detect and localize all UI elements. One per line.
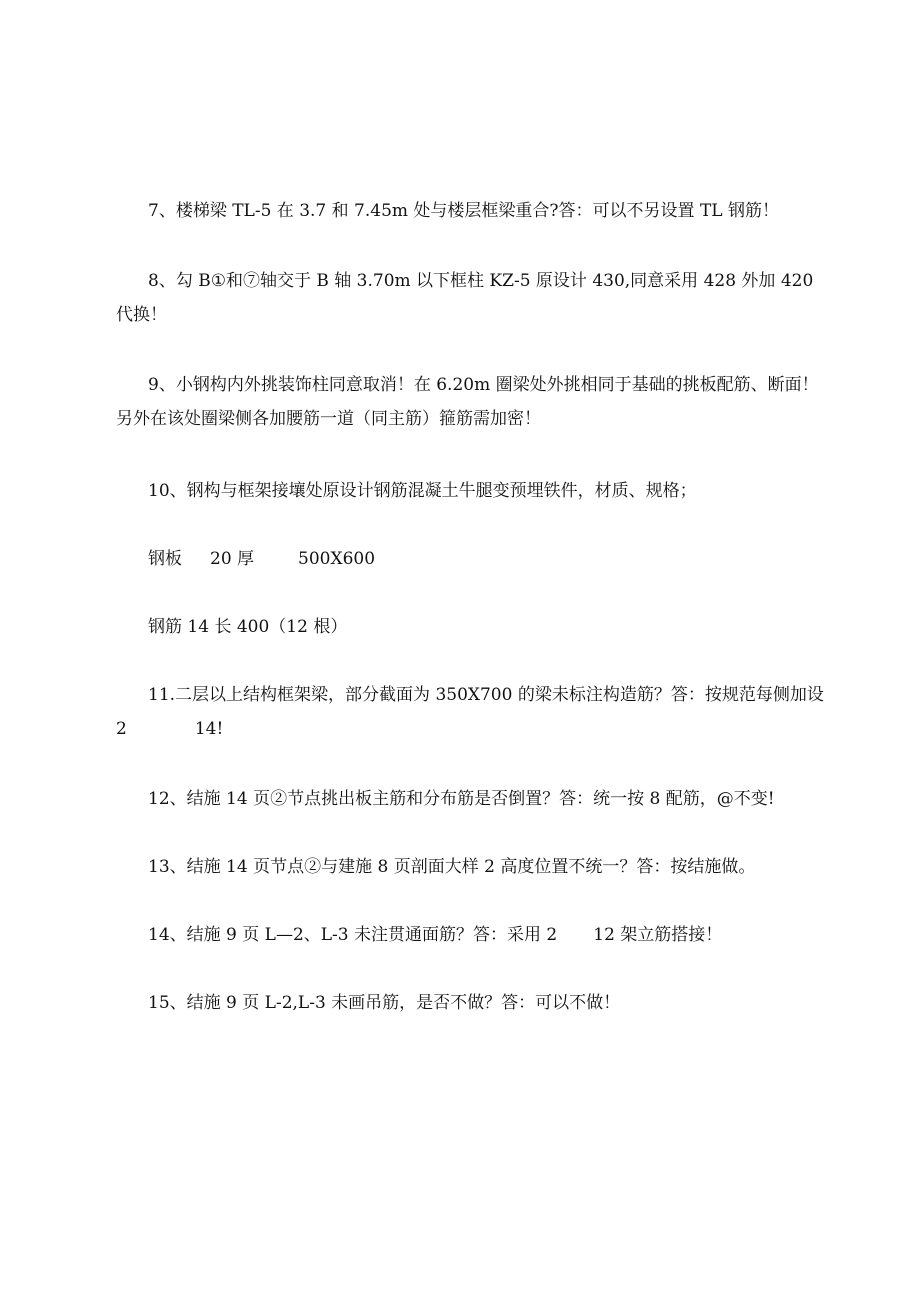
- steel-plate-size: 500X600: [298, 549, 376, 569]
- rebar-line: 钢筋 14 长 400（12 根）: [148, 617, 348, 637]
- item-14-text: 14、结施 9 页 L—2、L-3 未注贯通面筋？答：采用 2: [148, 925, 558, 945]
- steel-plate-thickness: 20 厚: [210, 549, 255, 569]
- item-12: 12、结施 14 页②节点挑出板主筋和分布筋是否倒置？答：统一按 8 配筋，@不变!: [148, 789, 775, 809]
- item-8: 8、勾 B①和⑦轴交于 B 轴 3.70m 以下框柱 KZ-5 原设计 430,同意采用 428 外加 420 代换！: [116, 271, 814, 325]
- steel-plate-name: 钢板: [148, 549, 182, 569]
- item-11: [116, 678, 830, 746]
- item-14: [116, 918, 830, 952]
- item-11-text: 11.二层以上结构框架梁，部分截面为 350X700 的梁未标注构造筋？答：按规范每侧加设 2: [116, 685, 824, 739]
- item-15: 15、结施 9 页 L-2,L-3 未画吊筋，是否不做？答：可以不做！: [148, 993, 621, 1013]
- item-10: 10、钢构与框架接壤处原设计钢筋混凝土牛腿变预埋铁件，材质、规格；: [148, 481, 697, 501]
- item-7: 7、楼梯梁 TL-5 在 3.7 和 7.45m 处与楼层框梁重合?答：可以不另设置 TL 钢筋！: [148, 201, 779, 221]
- item-11-tail: 14!: [194, 719, 224, 739]
- steel-plate-line: [116, 542, 830, 576]
- item-14-tail: 12 架立筋搭接！: [593, 925, 723, 945]
- item-9: 9、小钢构内外挑装饰柱同意取消！在 6.20m 圈梁处外挑相同于基础的挑板配筋、断面！另外在该处圈梁侧各加腰筋一道（同主筋）箍筋需加密！: [116, 375, 819, 429]
- item-13: 13、结施 14 页节点②与建施 8 页剖面大样 2 高度位置不统一？答：按结施做。: [148, 857, 756, 877]
